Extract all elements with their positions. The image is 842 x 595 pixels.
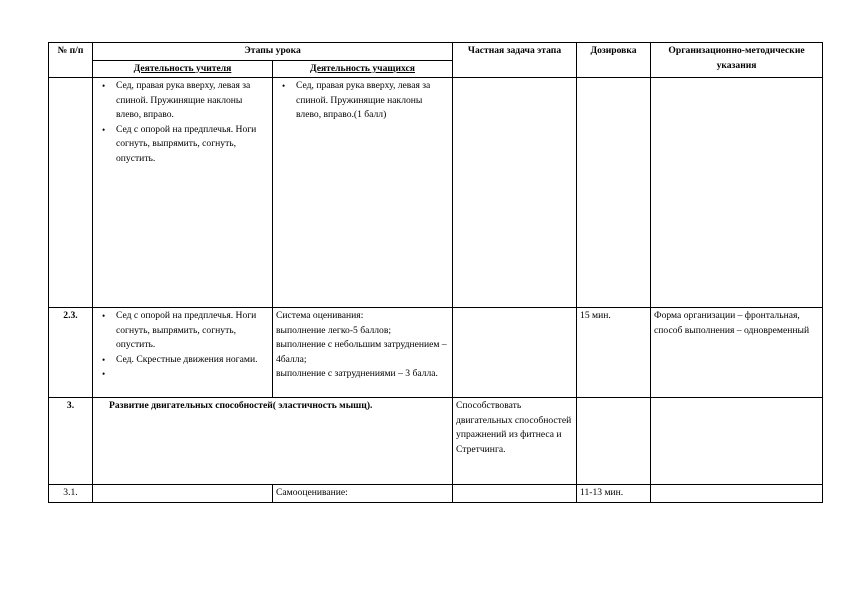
header-teacher: Деятельность учителя — [93, 60, 273, 78]
row2-student — [273, 308, 453, 398]
header-org: Организационно-методические указания — [651, 43, 823, 78]
grading-line: выполнение легко-5 баллов; — [276, 324, 392, 336]
row2-task — [453, 308, 577, 398]
row3-title: Развитие двигательных способностей( эластичность мышц). — [93, 398, 453, 485]
list-item: • Сед с опорой на предплечья. Ноги согнуть, выпрямить, согнуть, опустить. — [116, 123, 269, 167]
header-num: № п/п — [49, 43, 93, 78]
row1-teacher — [93, 78, 273, 308]
list-item: • Сед с опорой на предплечья. Ноги согнуть, выпрямить, согнуть, опустить. — [116, 309, 269, 353]
row1-num — [49, 78, 93, 308]
row4-org — [651, 485, 823, 503]
grading-line: Система оценивания: — [276, 310, 364, 321]
row1-dose — [577, 78, 651, 308]
lesson-plan-table — [48, 42, 823, 503]
list-item: • Сед, правая рука вверху, левая за спиной. Пружинящие наклоны влево, вправо. — [116, 79, 269, 123]
row3-task: Способствовать двигательных способностей упражнений из фитнеса и Стретчинга. — [453, 398, 577, 485]
row3-dose — [577, 398, 651, 485]
table-row — [49, 308, 823, 398]
header-student: Деятельность учащихся — [273, 60, 453, 78]
grading-line: выполнение с небольшим затруднением – 4балла; — [276, 339, 447, 365]
header-stages: Этапы урока — [93, 43, 453, 61]
row4-student: Самооценивание: — [273, 485, 453, 503]
header-row-1 — [49, 43, 823, 61]
row1-task — [453, 78, 577, 308]
list-item: • Сед, правая рука вверху, левая за спиной. Пружинящие наклоны влево, вправо.(1 балл) — [296, 79, 449, 123]
header-dose: Дозировка — [577, 43, 651, 78]
grading-line: выполнение с затруднениями – 3 балла. — [276, 368, 438, 379]
row1-org — [651, 78, 823, 308]
row2-num: 2.3. — [49, 308, 93, 398]
row4-num: 3.1. — [49, 485, 93, 503]
row2-teacher — [93, 308, 273, 398]
list-item — [116, 367, 269, 382]
row3-org — [651, 398, 823, 485]
row4-teacher — [93, 485, 273, 503]
table-row — [49, 485, 823, 503]
list-item: • Сед. Скрестные движения ногами. — [116, 353, 269, 368]
row1-student — [273, 78, 453, 308]
row4-task — [453, 485, 577, 503]
row2-dose: 15 мин. — [577, 308, 651, 398]
table-row — [49, 398, 823, 485]
row2-org: Форма организации – фронтальная, способ выполнения – одновременный — [651, 308, 823, 398]
header-task: Частная задача этапа — [453, 43, 577, 78]
table-row — [49, 78, 823, 308]
row4-dose: 11-13 мин. — [577, 485, 651, 503]
row3-num: 3. — [49, 398, 93, 485]
